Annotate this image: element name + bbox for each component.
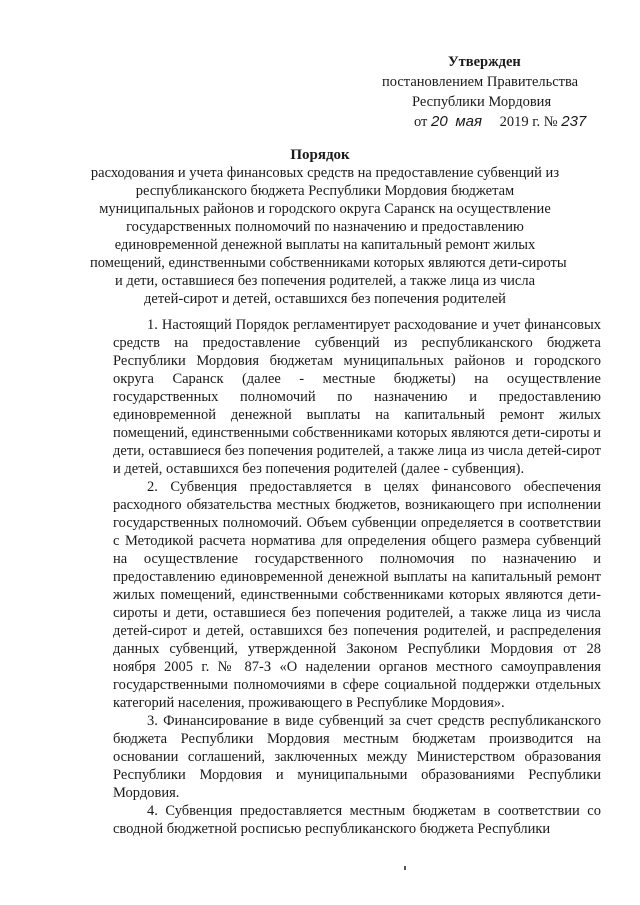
approval-day: 20 <box>431 113 448 130</box>
subtitle-line: и дети, оставшиеся без попечения родителей, а также лица из числа <box>114 273 536 289</box>
paragraph-1: 1. Настоящий Порядок регламентирует расходование и учет финансовых средств на предоставление субвенций из республиканского бюджета Республики Мордовия бюджетам муниципальных районов и городского округа Саранск (далее - местные бюджеты) на осуществление государственных полномочий по назначению и предоставлению единовременной денежной выплаты на капитальный ремонт жилых помещений, единственными собственниками которых являются дети-сироты и дети, оставшиеся без попечения родителей, а также лица из числа детей-сирот и детей, оставшихся без попечения родителей (далее - субвенция). <box>113 317 601 477</box>
subtitle-line: муниципальных районов и городского округа Саранск на осуществление <box>99 201 551 217</box>
approval-date-prefix: от <box>414 114 428 130</box>
scan-mark <box>404 866 406 870</box>
document-title: Порядок <box>290 147 350 163</box>
approval-title: Утвержден <box>448 54 521 70</box>
subtitle-line: единовременной денежной выплаты на капитальный ремонт жилых <box>114 237 536 253</box>
paragraph-2: 2. Субвенция предоставляется в целях финансового обеспечения расходного обязательства местных бюджетов, возникающего при исполнении государственных полномочий. Объем субвенции определяется в соответствии с Методикой расчета норматива для определения общего размера субвенций на осуществление государственного полномочия по назначению и предоставлению единовременной денежной выплаты на капитальный ремонт жилых помещений, единственными собственниками которых являются дети-сироты и дети, оставшиеся без попечения родителей, а также лица из числа детей-сирот и детей, оставшихся без попечения родителей, и распределения данных субвенций, утвержденной Законом Республики Мордовия от 28 ноября 2005 г. № 87-З «О наделении органов местного самоуправления государственными полномочиями в сфере социальной поддержки отдельных категорий населения, проживающего в Республике Мордовия». <box>113 479 601 711</box>
approval-date-line <box>414 112 610 132</box>
document-subtitle <box>90 164 567 308</box>
approval-year: 2019 г. № <box>499 114 558 130</box>
approval-number: 237 <box>561 113 587 130</box>
subtitle-line: расходования и учета финансовых средств на предоставление субвенций из <box>90 165 560 181</box>
approval-month: мая <box>455 113 482 130</box>
subtitle-line: республиканского бюджета Республики Мордовия бюджетам <box>135 183 515 199</box>
approval-line-government: постановлением Правительства <box>382 74 579 90</box>
document-body <box>113 316 601 838</box>
subtitle-line: государственных полномочий по назначению и предоставлению <box>126 219 524 235</box>
approval-block <box>360 52 610 132</box>
approval-line-republic: Республики Мордовия <box>412 94 552 110</box>
paragraph-4: 4. Субвенция предоставляется местным бюджетам в соответствии со сводной бюджетной росписью республиканского бюджета Республики <box>113 803 601 837</box>
paragraph-3: 3. Финансирование в виде субвенций за счет средств республиканского бюджета Республики Мордовия местным бюджетам производится на основании соглашений, заключенных между Министерством образования Республики Мордовия и муниципальными образованиями Республики Мордовия. <box>113 713 601 801</box>
subtitle-line: детей-сирот и детей, оставшихся без попечения родителей <box>144 291 506 307</box>
subtitle-line: помещений, единственными собственниками которых являются дети-сироты <box>90 255 567 271</box>
